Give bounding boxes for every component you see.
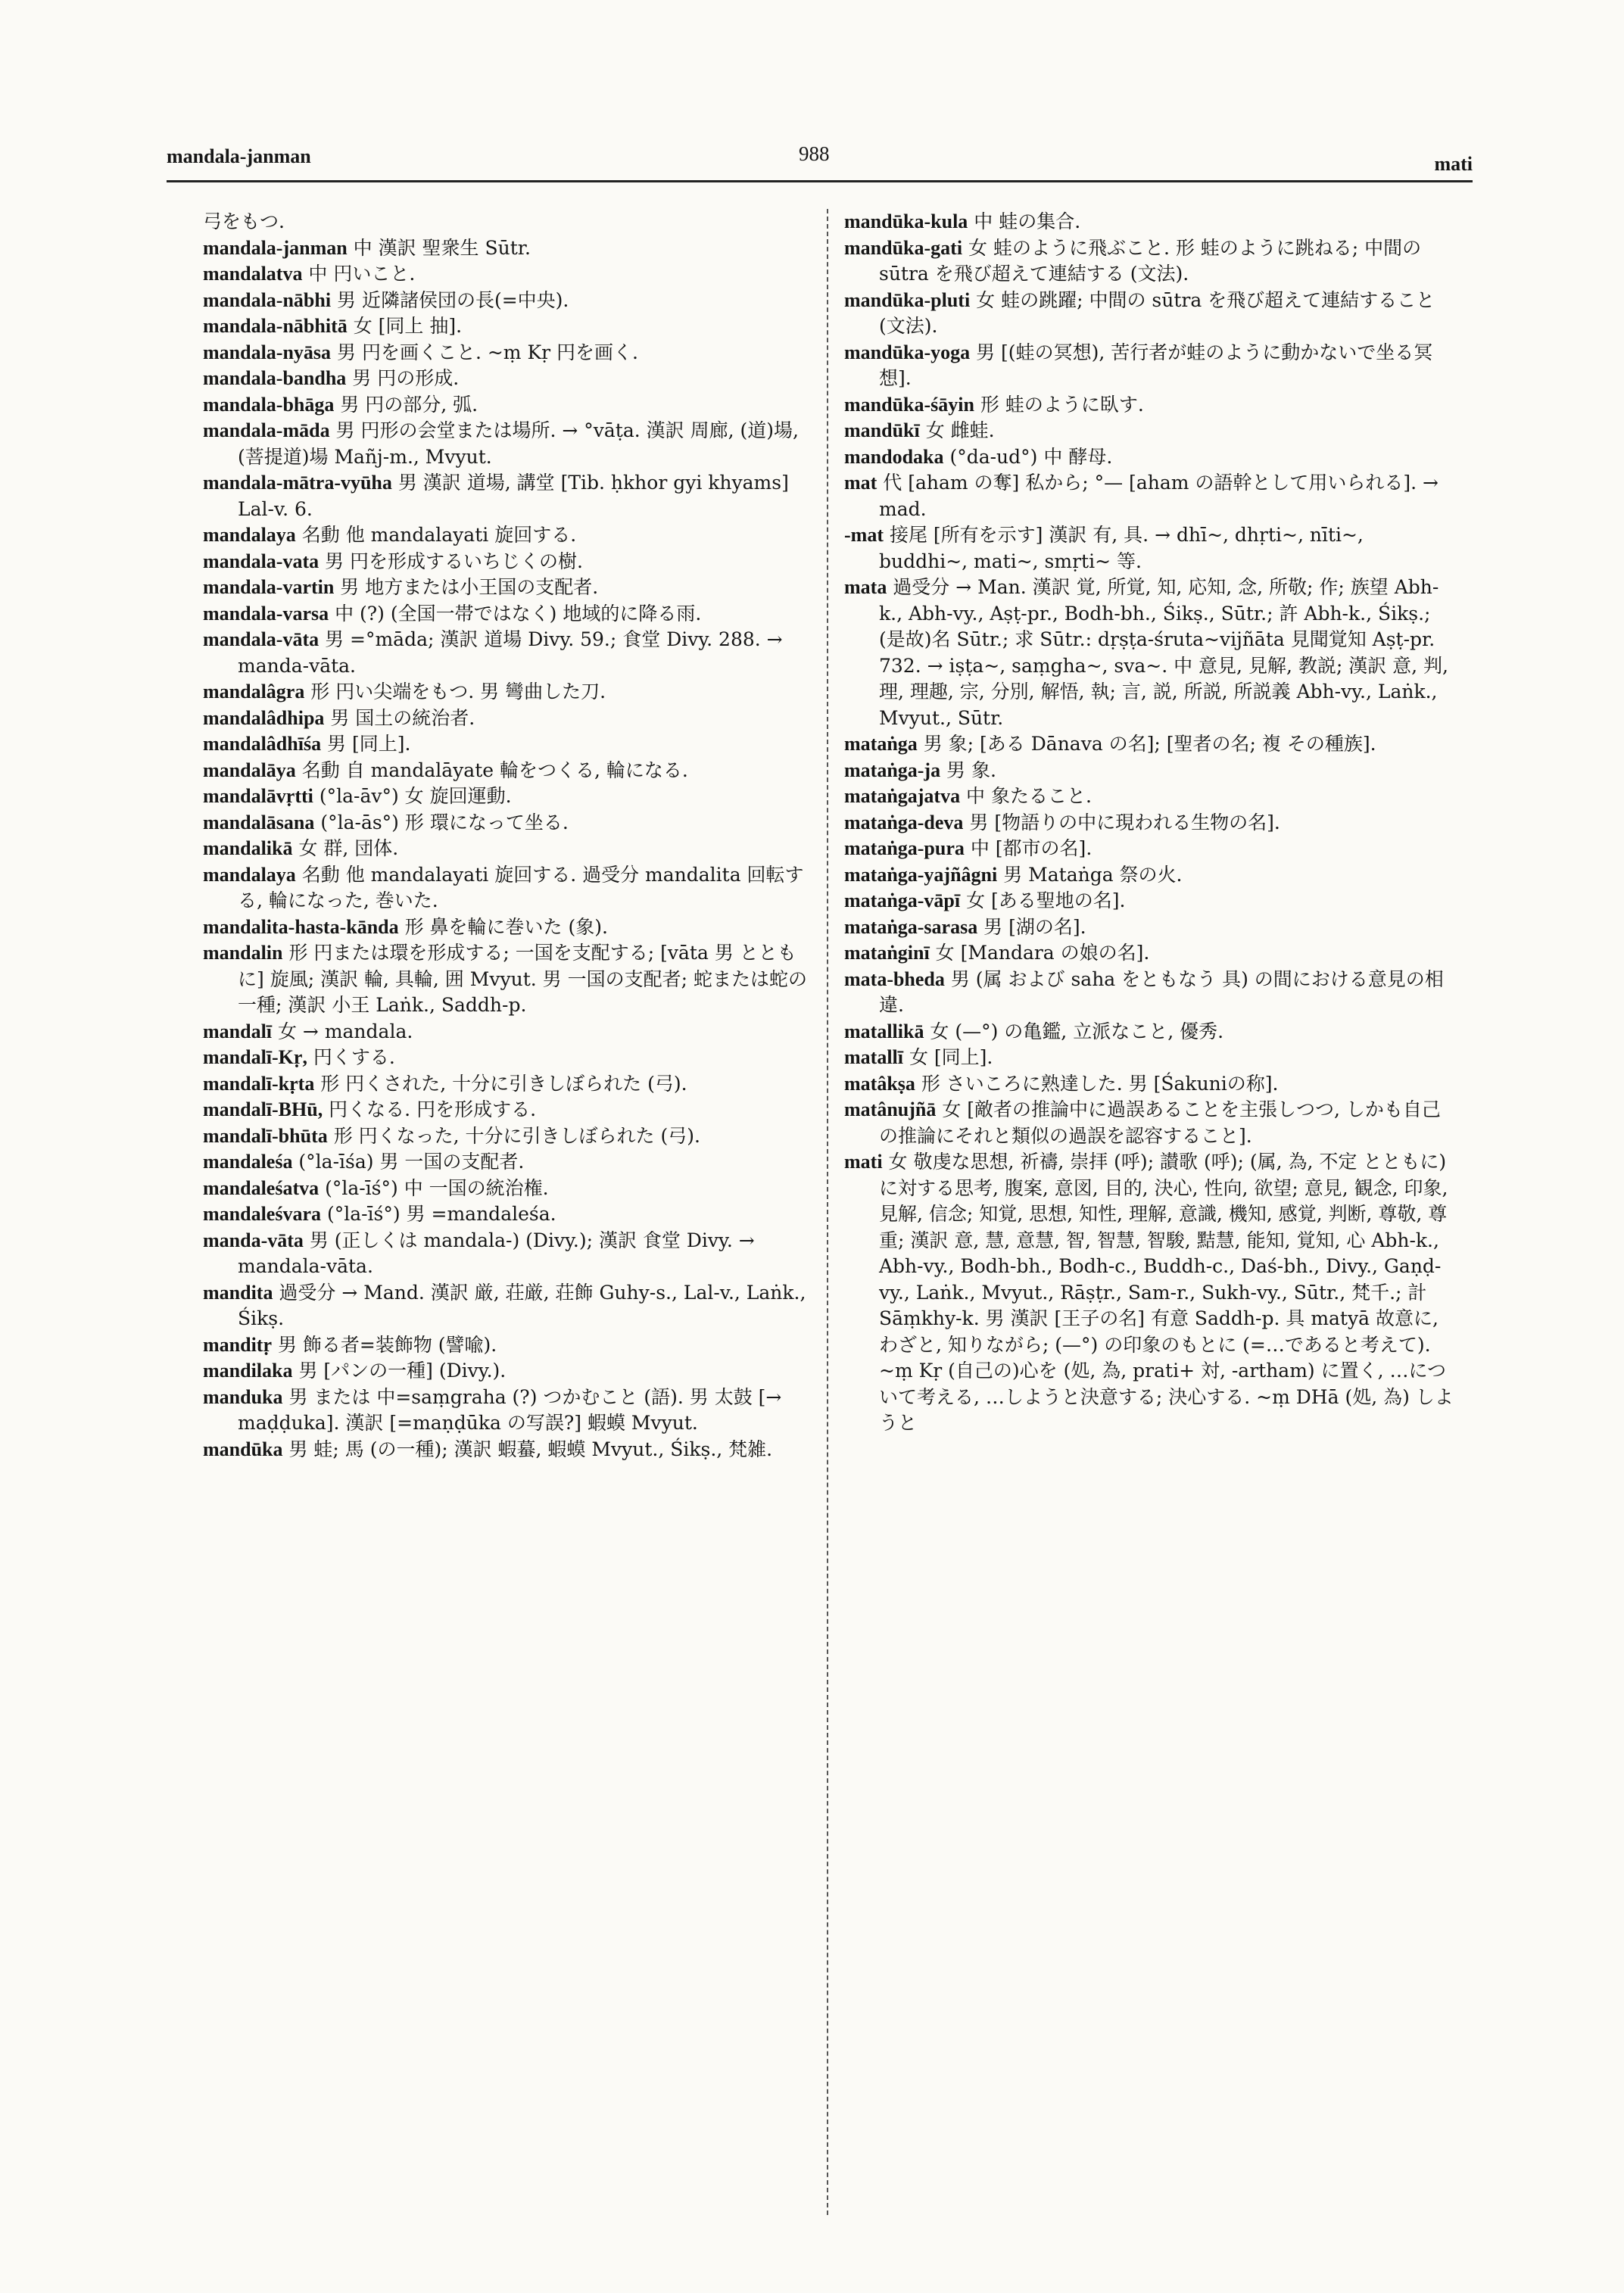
dictionary-entry — [203, 601, 811, 628]
entry-definition: 名動 自 mandalāyate 輪をつくる, 輪になる. — [301, 759, 688, 781]
entry-definition: 女 [同上 抽]. — [353, 315, 463, 337]
entry-headword: mandūka-yoga — [844, 341, 971, 363]
dictionary-entry — [844, 340, 1457, 392]
entry-headword: mandūka-gati — [844, 236, 963, 259]
entry-definition: 中 [都市の名]. — [970, 837, 1093, 859]
dictionary-entry — [203, 261, 811, 288]
entry-definition: 男 円の形成. — [352, 367, 460, 389]
entry-definition: 男 蛙; 馬 (の一種); 漢訳 蝦蟇, 蝦蟆 Mvyut., Śikṣ., 梵雑. — [288, 1438, 773, 1460]
entry-headword: mataṅga — [844, 733, 918, 755]
entry-headword: mandalaya — [203, 863, 296, 886]
entry-definition: (°la-īś°) 男 =mandaleśa. — [326, 1203, 556, 1225]
entry-definition: 接尾 [所有を示す] 漢訳 有, 具. → dhī~, dhṛti~, nīti~, buddhi~, mati~, smṛti~ 等. — [879, 524, 1364, 572]
dictionary-entry — [203, 209, 811, 235]
dictionary-entry — [203, 810, 811, 837]
right-column — [844, 209, 1457, 2223]
entry-headword: mandūka-kula — [844, 210, 968, 232]
dictionary-entry — [203, 706, 811, 732]
entry-headword: manda-vāta — [203, 1229, 304, 1251]
entry-headword: mataṅga-pura — [844, 837, 965, 859]
entry-headword: mati — [844, 1151, 883, 1173]
entry-definition: 代 [aham の奪] 私から; °— [aham の語幹として用いられる]. → mad. — [879, 472, 1439, 520]
entry-definition: 弓をもつ. — [203, 210, 285, 232]
entry-definition: 女 蛙のように飛ぶこと. 形 蛙のように跳ねる; 中間の sūtra を飛び超えて連結する (文法). — [879, 236, 1422, 285]
entry-definition: 男 [(蛙の冥想), 苦行者が蛙のように動かないで坐る冥想]. — [879, 341, 1433, 389]
dictionary-entry — [844, 836, 1457, 862]
left-column — [203, 209, 811, 2223]
dictionary-entry — [203, 1332, 811, 1359]
entry-definition: 中 (?) (全国一帯ではなく) 地域的に降る雨. — [335, 602, 702, 625]
dictionary-entry — [203, 758, 811, 784]
entry-definition: 女 (—°) の亀鑑, 立派なこと, 優秀. — [930, 1020, 1224, 1042]
entry-headword: mandaleśvara — [203, 1203, 321, 1225]
column-divider — [827, 209, 828, 2215]
entry-definition: 男 [湖の名]. — [983, 915, 1086, 938]
entry-definition: 円くなる. 円を形成する. — [329, 1098, 537, 1120]
header-last-headword: mati — [1434, 153, 1473, 175]
entry-headword: mata-bheda — [844, 967, 945, 990]
entry-headword: mandala-vāta — [203, 628, 320, 650]
entry-headword: mandodaka — [844, 445, 944, 468]
dictionary-entry — [203, 575, 811, 601]
dictionary-entry — [203, 1358, 811, 1385]
entry-headword: mandala-vartin — [203, 576, 335, 598]
entry-definition: 女 [敵者の推論中に過誤あることを主張しつつ, しかも自己の推論にそれと類似の過誤を認容すること]. — [879, 1098, 1441, 1147]
dictionary-entry — [203, 470, 811, 522]
dictionary-entry — [203, 549, 811, 575]
entry-headword: mataṅga-ja — [844, 759, 941, 781]
entry-headword: mandala-nābhi — [203, 288, 332, 311]
entry-definition: 男 =°māda; 漢訳 道場 Divy. 59.; 食堂 Divy. 288. → manda-vāta. — [238, 628, 783, 677]
entry-definition: 男 [同上]. — [327, 733, 411, 755]
entry-headword: mandalin — [203, 942, 283, 964]
dictionary-entry — [844, 575, 1457, 731]
entry-headword: mandilaka — [203, 1360, 293, 1382]
entry-definition: 女 群, 団体. — [298, 837, 399, 859]
entry-definition: 女 蛙の跳躍; 中間の sūtra を飛び超えて連結すること (文法). — [879, 288, 1435, 337]
entry-headword: mat — [844, 472, 877, 494]
page-number: 988 — [799, 142, 830, 165]
entry-headword: mandala-varsa — [203, 602, 329, 625]
entry-definition: (°la-āv°) 女 旋回運動. — [319, 785, 512, 807]
entry-headword: mandalâdhīśa — [203, 733, 322, 755]
entry-definition: 男 Mataṅga 祭の火. — [1003, 863, 1183, 886]
entry-headword: mandala-janman — [203, 236, 348, 259]
entry-headword: mandalâdhipa — [203, 706, 325, 729]
dictionary-entry — [844, 235, 1457, 288]
dictionary-entry — [844, 392, 1457, 419]
entry-definition: 男 [物語りの中に現われる生物の名]. — [969, 811, 1280, 833]
entry-definition: 男 円を画くこと. ~ṃ Kṛ 円を画く. — [337, 341, 638, 363]
dictionary-entry — [203, 836, 811, 862]
entry-definition: 中 漢訳 聖衆生 Sūtr. — [353, 236, 531, 259]
entry-headword: mandūka-śāyin — [844, 393, 974, 416]
entry-headword: mandala-nābhitā — [203, 315, 348, 337]
dictionary-entry — [203, 1437, 811, 1463]
entry-headword: mandala-bandha — [203, 367, 347, 389]
entry-headword: mandaleśatva — [203, 1176, 320, 1199]
entry-headword: mandita — [203, 1281, 273, 1304]
entry-headword: mandalâgra — [203, 681, 305, 703]
header-first-headword: mandala-janman — [167, 145, 311, 167]
entry-definition: 中 象たること. — [966, 785, 1092, 807]
entry-definition: 形 蛙のように臥す. — [980, 393, 1144, 416]
dictionary-entry — [844, 288, 1457, 340]
entry-definition: 男 [パンの一種] (Divy.). — [298, 1360, 507, 1382]
entry-headword: mandalāya — [203, 759, 296, 781]
dictionary-entry — [203, 1097, 811, 1123]
entry-definition: 中 円いこと. — [308, 263, 416, 285]
entry-definition: 形 円くなった, 十分に引きしぼられた (弓). — [333, 1124, 700, 1147]
entry-definition: 男 国土の統治者. — [330, 706, 475, 729]
entry-definition: 男 近隣諸侯団の長(=中央). — [337, 288, 569, 311]
page-header — [167, 135, 1473, 173]
entry-headword: mandala-vata — [203, 550, 320, 572]
entry-definition: 男 または 中=saṃgraha (?) つかむこと (語). 男 太鼓 [→ maḍḍuka]. 漢訳 [=maṇḍūka の写誤?] 蝦蟆 Mvyut. — [238, 1385, 782, 1434]
dictionary-entry — [844, 888, 1457, 914]
dictionary-entry — [203, 1280, 811, 1332]
entry-definition: 女 [同上]. — [909, 1046, 993, 1068]
entry-definition: (°la-īś°) 中 一国の統治権. — [325, 1176, 549, 1199]
dictionary-entry — [844, 862, 1457, 889]
entry-headword: mandala-nyāsa — [203, 341, 332, 363]
dictionary-entry — [203, 862, 811, 914]
entry-definition: 男 漢訳 道場, 講堂 [Tib. ḥkhor gyi khyams] Lal-v. 6. — [238, 472, 789, 520]
dictionary-entry — [203, 288, 811, 314]
entry-definition: 中 蛙の集合. — [974, 210, 1081, 232]
dictionary-entry — [203, 392, 811, 419]
dictionary-entry — [844, 914, 1457, 941]
dictionary-entry — [203, 940, 811, 1019]
entry-headword: mandalatva — [203, 263, 303, 285]
entry-definition: 男 円を形成するいちじくの樹. — [325, 550, 583, 572]
entry-definition: 形 円い尖端をもつ. 男 彎曲した刀. — [310, 681, 606, 703]
entry-definition: 男 円形の会堂または場所. → °vāṭa. 漢訳 周廊, (道)場, (菩提道)場 Mañj-m., Mvyut. — [238, 419, 799, 468]
dictionary-entry — [844, 1019, 1457, 1045]
entry-headword: mandalī-Kṛ, — [203, 1046, 307, 1068]
dictionary-entry — [203, 1071, 811, 1098]
entry-definition: 形 鼻を輪に巻いた (象). — [404, 915, 608, 938]
entry-definition: (°la-īśa) 男 一国の支配者. — [298, 1151, 525, 1173]
entry-definition: 形 さいころに熟達した. 男 [Śakuniの称]. — [921, 1072, 1279, 1095]
dictionary-entry — [844, 1149, 1457, 1437]
entry-definition: 名動 他 mandalayati 旋回する. 過受分 mandalita 回転する, 輪になった, 巻いた. — [238, 863, 804, 911]
entry-headword: mataṅgajatva — [844, 785, 961, 807]
entry-headword: mandūkī — [844, 419, 920, 441]
dictionary-entry — [203, 1019, 811, 1045]
dictionary-entry — [844, 758, 1457, 784]
entry-definition: 男 (正しくは mandala-) (Divy.); 漢訳 食堂 Divy. → mandala-vāta. — [238, 1229, 755, 1277]
dictionary-entry — [844, 209, 1457, 235]
dictionary-entry — [203, 627, 811, 679]
entry-headword: mandalaya — [203, 524, 296, 546]
dictionary-entry — [844, 522, 1457, 575]
dictionary-entry — [844, 967, 1457, 1019]
entry-headword: matâkṣa — [844, 1072, 915, 1095]
dictionary-entry — [203, 522, 811, 549]
dictionary-entry — [203, 235, 811, 262]
entry-headword: mandaleśa — [203, 1151, 293, 1173]
entry-headword: mataṅga-yajñâgni — [844, 863, 998, 886]
dictionary-entry — [844, 1045, 1457, 1071]
entry-definition: (°da-ud°) 中 酵母. — [949, 445, 1113, 468]
dictionary-entry — [203, 340, 811, 366]
dictionary-entry — [844, 784, 1457, 810]
entry-headword: mandalī — [203, 1020, 273, 1042]
dictionary-entry — [844, 1071, 1457, 1098]
dictionary-entry — [844, 940, 1457, 967]
entry-headword: mandala-bhāga — [203, 393, 335, 416]
entry-definition: 名動 他 mandalayati 旋回する. — [301, 524, 577, 546]
entry-headword: mandalī-kṛta — [203, 1072, 315, 1095]
header-rule — [167, 180, 1473, 182]
entry-headword: mandala-māda — [203, 419, 330, 441]
entry-definition: 男 地方または小王国の支配者. — [340, 576, 599, 598]
entry-headword: mataṅga-deva — [844, 811, 964, 833]
dictionary-entry — [203, 366, 811, 392]
dictionary-entry — [203, 1176, 811, 1202]
entry-definition: 男 象. — [946, 759, 996, 781]
entry-definition: 男 飾る者=装飾物 (譬喩). — [277, 1333, 497, 1356]
dictionary-entry — [844, 470, 1457, 522]
dictionary-entry — [844, 731, 1457, 758]
dictionary-entry — [203, 418, 811, 470]
dictionary-entry — [203, 1385, 811, 1437]
entry-definition: 女 → mandala. — [277, 1020, 413, 1042]
entry-headword: mataṅga-sarasa — [844, 915, 978, 938]
entry-headword: -mat — [844, 524, 884, 546]
entry-definition: 男 円の部分, 弧. — [340, 393, 478, 416]
entry-headword: mandalikā — [203, 837, 293, 859]
entry-headword: mandalī-BHū, — [203, 1098, 323, 1120]
entry-headword: mandalāsana — [203, 811, 315, 833]
entry-headword: mandala-mātra-vyūha — [203, 472, 392, 494]
entry-headword: mandūka — [203, 1438, 283, 1460]
entry-definition: 女 [Mandara の娘の名]. — [935, 942, 1150, 964]
entry-definition: 円くする. — [313, 1046, 395, 1068]
entry-definition: 女 雌蛙. — [925, 419, 995, 441]
entry-definition: 女 [ある聖地の名]. — [966, 889, 1126, 911]
entry-headword: mataṅga-vāpī — [844, 889, 961, 911]
entry-definition: 過受分 → Mand. 漢訳 厳, 荘厳, 荘飾 Guhy-s., Lal-v., Laṅk., Śikṣ. — [238, 1281, 806, 1329]
dictionary-entry — [844, 418, 1457, 444]
entry-headword: manduka — [203, 1385, 283, 1408]
dictionary-entry — [203, 731, 811, 758]
entry-definition: 女 敬虔な思想, 祈禱, 崇拝 (呼); 讃歌 (呼); (属, 為, 不定 とともに) に対する思考, 腹案, 意図, 目的, 決心, 性向, 欲望; 意見, 観念, 印象, 見解, 信念; 知覚, 思想, 知性, 理解, 意識, 機知, 感覚, 判断, 尊敬, 尊重; 漢訳 意, 慧, 意慧, 智, 智慧, 智駿, 黠慧, 能知, 覚知, 心 Abh-k., Abh-vy., Bodh-bh., Bodh-c., Buddh-c., Daś-bh., Divy., Gaṇḍ-vy., Laṅk., Mvyut., Rāṣṭr., Sam-r., Sukh-vy., Sūtr., 梵千.; 計 Sāṃkhy-k. 男 漢訳 [王子の名] 有意 Saddh-p. 具 matyā 故意に, わざと, 知りながら; (—°) の印象のもとに (=…であると考えて). ~ṃ Kṛ (自己の)心を (処, 為, prati+ 対, -artham) に置く, …について考える, …しようと決意する; 決心する. ~ṃ DHā (処, 為) しようと — [879, 1151, 1454, 1434]
entry-headword: matallī — [844, 1046, 903, 1068]
dictionary-entry — [844, 810, 1457, 837]
entry-headword: manditṛ — [203, 1333, 272, 1356]
dictionary-entry — [844, 1097, 1457, 1149]
entry-headword: mandalāvṛtti — [203, 785, 313, 807]
dictionary-entry — [203, 679, 811, 706]
entry-definition: 過受分 → Man. 漢訳 覚, 所覚, 知, 応知, 念, 所敬; 作; 族望 Abh-k., Abh-vy., Aṣṭ-pr., Bodh-bh., Śikṣ., Sūtr.; 許 Abh-k., Śikṣ.; (是故)名 Sūtr.; 求 Sūtr.: dṛṣṭa-śruta~vijñāta 見聞覚知 Aṣṭ-pr. 732. → iṣṭa~, saṃgha~, sva~. 中 意見, 見解, 教説; 漢訳 意, 判, 理, 理趣, 宗, 分別, 解悟, 執; 言, 説, 所説, 所説義 Abh-vy., Laṅk., Mvyut., Sūtr. — [879, 576, 1449, 729]
dictionary-entry — [203, 313, 811, 340]
dictionary-entry — [203, 1149, 811, 1176]
dictionary-entry — [203, 1201, 811, 1228]
entry-headword: mandūka-pluti — [844, 288, 971, 311]
entry-headword: mata — [844, 576, 887, 598]
entry-headword: mandalī-bhūta — [203, 1124, 328, 1147]
entry-definition: 男 (属 および saha をともなう 具) の間における意見の相違. — [879, 967, 1444, 1016]
entry-headword: matallikā — [844, 1020, 924, 1042]
entry-headword: mandalita-hasta-kānda — [203, 915, 399, 938]
dictionary-entry — [203, 1045, 811, 1071]
entry-definition: 形 円くされた, 十分に引きしぼられた (弓). — [320, 1072, 687, 1095]
dictionary-entry — [203, 1123, 811, 1150]
entry-definition: (°la-ās°) 形 環になって坐る. — [320, 811, 569, 833]
entry-headword: mataṅginī — [844, 942, 930, 964]
dictionary-entry — [203, 1228, 811, 1280]
entry-headword: matânujñā — [844, 1098, 937, 1120]
dictionary-entry — [844, 444, 1457, 471]
entry-definition: 男 象; [ある Dānava の名]; [聖者の名; 複 その種族]. — [923, 733, 1376, 755]
dictionary-entry — [203, 784, 811, 810]
entry-definition: 形 円または環を形成する; 一国を支配する; [vāta 男 とともに] 旋風; 漢訳 輪, 具輪, 囲 Mvyut. 男 一国の支配者; 蛇または蛇の一種; 漢訳 小王 Laṅk., Saddh-p. — [238, 942, 807, 1016]
dictionary-entry — [203, 914, 811, 941]
